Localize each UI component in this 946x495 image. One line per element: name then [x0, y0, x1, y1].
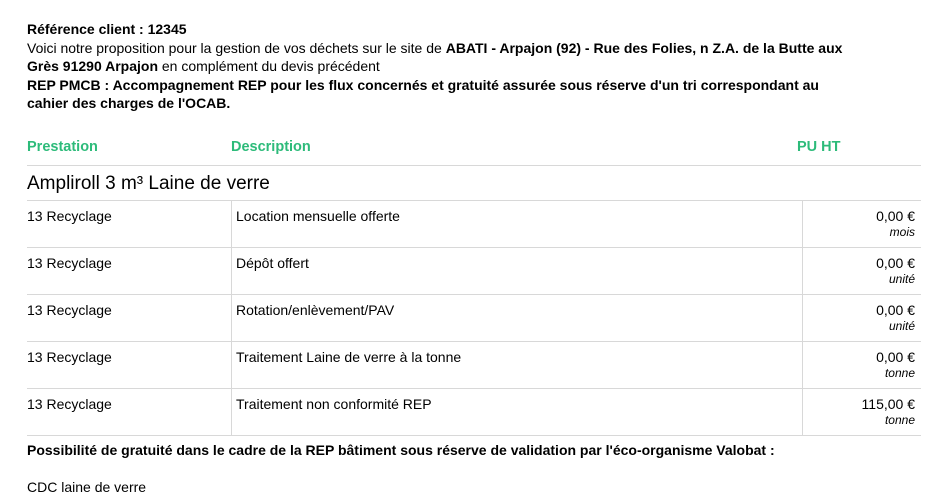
- price-cell: [803, 389, 921, 435]
- description-cell: Rotation/enlèvement/PAV: [232, 295, 803, 341]
- price-value: 115,00 €: [861, 395, 915, 412]
- table-row: [27, 342, 921, 389]
- table-row: [27, 201, 921, 248]
- site-address-line2: Grès 91290 Arpajon: [27, 58, 158, 74]
- proposal-prefix: Voici notre proposition pour la gestion de vos déchets sur le site de: [27, 39, 446, 56]
- price-value: 0,00 €: [876, 254, 915, 271]
- description-cell: Traitement non conformité REP: [232, 389, 803, 435]
- price-cell: [803, 248, 921, 294]
- client-reference: Référence client : 12345: [27, 21, 187, 37]
- proposal-text-cont: [27, 57, 921, 76]
- description-cell: Traitement Laine de verre à la tonne: [232, 342, 803, 388]
- proposal-suffix: en complément du devis précédent: [158, 58, 380, 74]
- column-header-pu-ht: PU HT: [797, 138, 841, 155]
- rep-note-line1: REP PMCB : Accompagnement REP pour les flux concernés et gratuité assurée sous réserve d'un tri correspondant au: [27, 76, 819, 93]
- price-unit: tonne: [884, 365, 915, 380]
- price-cell: [803, 342, 921, 388]
- price-value: 0,00 €: [876, 348, 915, 365]
- column-header-description: Description: [231, 138, 311, 155]
- prestation-cell: 13 Recyclage: [27, 342, 232, 388]
- price-value: 0,00 €: [876, 301, 915, 318]
- description-cell: Location mensuelle offerte: [232, 201, 803, 247]
- group-title: Ampliroll 3 m³ Laine de verre: [27, 166, 921, 201]
- prestation-cell: 13 Recyclage: [27, 389, 232, 435]
- prestation-cell: 13 Recyclage: [27, 201, 232, 247]
- description-cell: Dépôt offert: [232, 248, 803, 294]
- price-unit: mois: [889, 224, 915, 239]
- proposal-text: [27, 39, 921, 58]
- table-row: [27, 248, 921, 295]
- column-header-prestation: Prestation: [27, 138, 98, 155]
- price-cell: [803, 295, 921, 341]
- site-address-line1: ABATI - Arpajon (92) - Rue des Folies, n Z.A. de la Butte aux: [445, 39, 843, 56]
- price-unit: unité: [888, 271, 915, 286]
- prestation-cell: 13 Recyclage: [27, 248, 232, 294]
- rep-note-line2: cahier des charges de l'OCAB.: [27, 95, 231, 111]
- table-header: [27, 129, 921, 166]
- price-unit: tonne: [884, 412, 915, 427]
- table-row: [27, 295, 921, 342]
- cdc-note: CDC laine de verre: [27, 478, 147, 495]
- table-row: [27, 389, 921, 436]
- quote-document: [27, 20, 921, 495]
- price-unit: unité: [888, 318, 915, 333]
- table-body: [27, 201, 921, 436]
- gratuite-note: Possibilité de gratuité dans le cadre de la REP bâtiment sous réserve de validation par l'éco-organisme Valobat :: [27, 441, 775, 458]
- prestation-cell: 13 Recyclage: [27, 295, 232, 341]
- price-cell: [803, 201, 921, 247]
- price-value: 0,00 €: [876, 207, 915, 224]
